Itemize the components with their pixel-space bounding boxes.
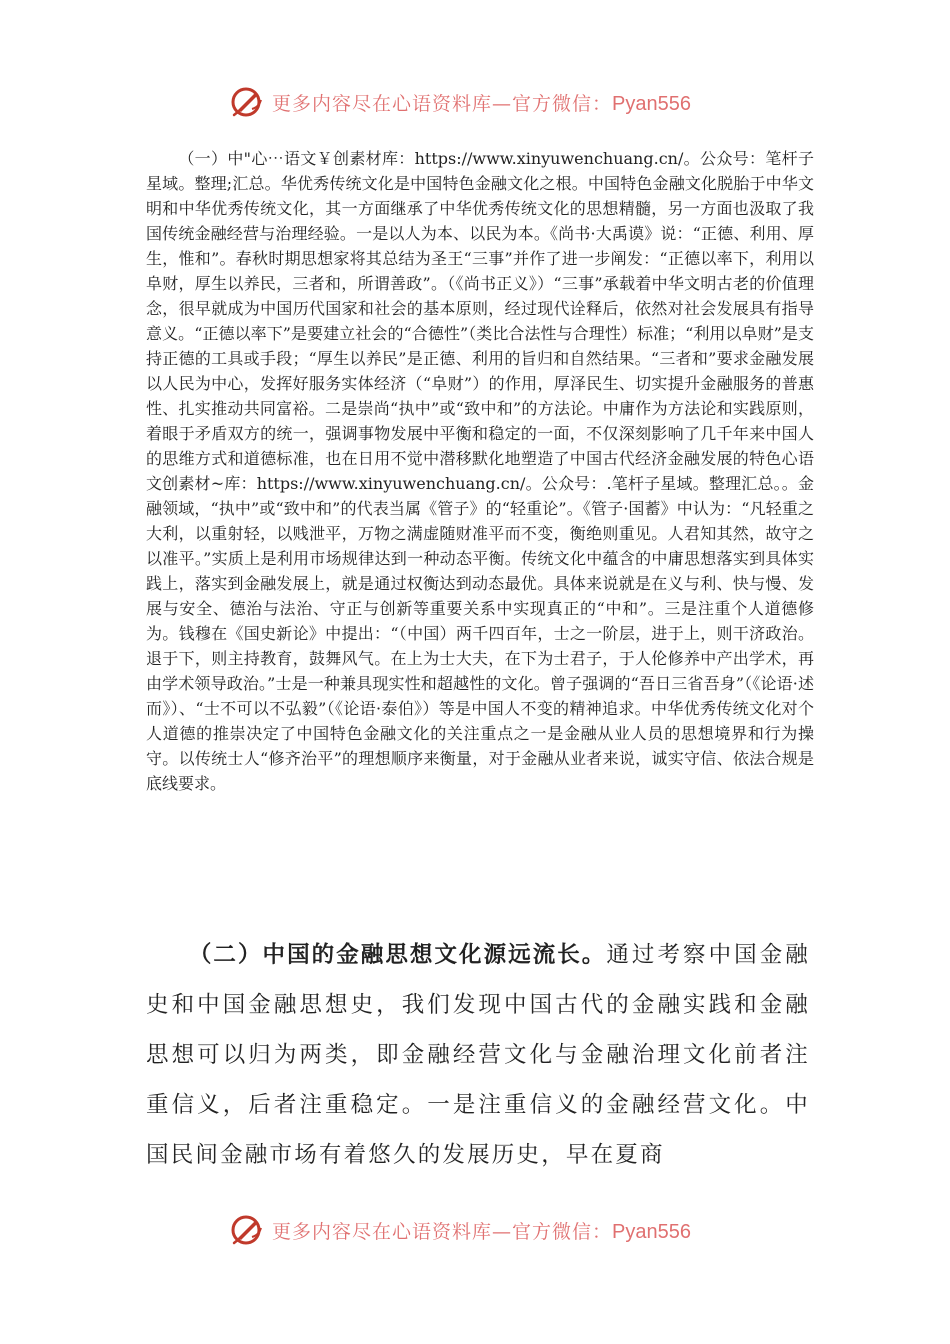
banner-wechat-id: Pyan556 [612, 1220, 691, 1243]
paragraph-2-text: 通过考察中国金融史和中国金融思想史，我们发现中国古代的金融实践和金融思想可以归为两类，即金融经营文化与金融治理文化前者注重信义，后者注重稳定。一是注重信义的金融经营文化。中国民间金融市场有着悠久的发展历史，早在夏商 [146, 942, 810, 1168]
paragraph-section-1 [146, 146, 814, 796]
banner-text: 更多内容尽在心语资料库—官方微信：Pyan556 [272, 1220, 691, 1243]
quill-logo-icon [226, 1210, 266, 1250]
footer-watermark-banner [226, 1210, 691, 1250]
section-2-heading: （二）中国的金融思想文化源远流长。 [188, 942, 607, 968]
header-watermark-banner [226, 82, 691, 122]
paragraph-1-text: （一）中"心⋯语文￥创素材库：https://www.xinyuwenchuang.cn/。公众号：笔杆子星域。整理;汇总。华优秀传统文化是中国特色金融文化之根。中国特色金融文化脱胎于中华文明和中华优秀传统文化，其一方面继承了中华优秀传统文化的思想精髓，另一方面也汲取了我国传统金融经营与治理经验。一是以人为本、以民为本。《尚书·大禹谟》说：“正德、利用、厚生，惟和”。春秋时期思想家将其总结为圣王“三事”并作了进一步阐发：“正德以率下，利用以阜财，厚生以养民，三者和，所谓善政”。（《尚书正义》）“三事”承载着中华文明古老的价值理念，很早就成为中国历代国家和社会的基本原则，经过现代诠释后，依然对社会发展具有指导意义。“正德以率下”是要建立社会的“合德性”（类比合法性与合理性）标准；“利用以阜财”是支持正德的工具或手段；“厚生以养民”是正德、利用的旨归和自然结果。“三者和”要求金融发展以人民为中心，发挥好服务实体经济（“阜财”）的作用，厚泽民生、切实提升金融服务的普惠性、扎实推动共同富裕。二是崇尚“执中”或“致中和”的方法论。中庸作为方法论和实践原则，着眼于矛盾双方的统一，强调事物发展中平衡和稳定的一面，不仅深刻影响了几千年来中国人的思维方式和道德标准，也在日用不觉中潜移默化地塑造了中国古代经济金融发展的特色心语文创素材~库：https://www.xinyuwenchuang.cn/。公众号：.笔杆子星域。整理汇总。。金融领域，“执中”或“致中和”的代表当属《管子》的“轻重论”。《管子·国蓄》中认为：“凡轻重之大利，以重射轻，以贱泄平，万物之满虚随财准平而不变，衡绝则重见。人君知其然，故守之以准平。”实质上是利用市场规律达到一种动态平衡。传统文化中蕴含的中庸思想落实到具体实践上，落实到金融发展上，就是通过权衡达到动态最优。具体来说就是在义与利、快与慢、发展与安全、德治与法治、守正与创新等重要关系中实现真正的“中和”。三是注重个人道德修为。钱穆在《国史新论》中提出：“（中国）两千四百年，士之一阶层，进于上，则干济政治。退于下，则主持教育，鼓舞风气。在上为士大夫，在下为士君子，于人伦修养中产出学术，再由学术领导政治。”士是一种兼具现实性和超越性的文化。曾子强调的“吾日三省吾身”（《论语·述而》）、“士不可以不弘毅”（《论语·泰伯》）等是中国人不变的精神追求。中华优秀传统文化对个人道德的推崇决定了中国特色金融文化的关注重点之一是金融从业人员的思想境界和行为操守。以传统士人“修齐治平”的理想顺序来衡量，对于金融从业者来说，诚实守信、依法合规是底线要求。 [146, 149, 814, 793]
quill-logo-icon [226, 82, 266, 122]
banner-wechat-id: Pyan556 [612, 92, 691, 115]
banner-text: 更多内容尽在心语资料库—官方微信：Pyan556 [272, 92, 691, 115]
paragraph-section-2 [146, 930, 810, 1180]
